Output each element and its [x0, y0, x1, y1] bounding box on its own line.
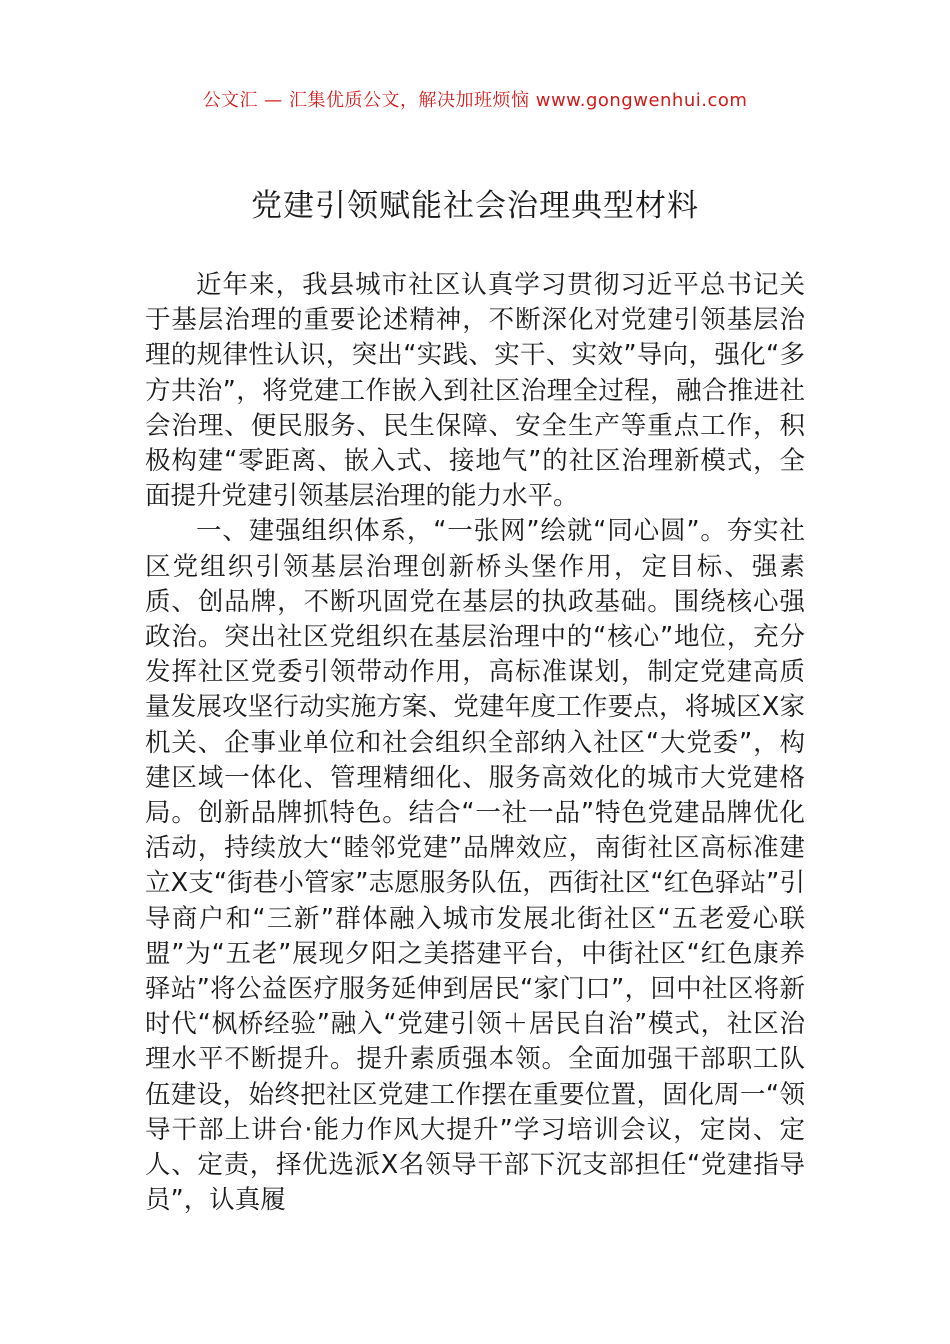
site-header-banner: 公文汇 — 汇集优质公文，解决加班烦恼 www.gongwenhui.com — [202, 90, 748, 111]
document-title: 党建引领赋能社会治理典型材料 — [251, 188, 699, 224]
section-one-paragraph: 一、建强组织体系，“一张网”绘就“同心圆”。夯实社区党组织引领基层治理创新桥头堡作用，定目标、强素质、创品牌，不断巩固党在基层的执政基础。围绕核心强政治。突出社区党组织在基层治理中的“核心”地位，充分发挥社区党委引领带动作用，高标准谋划，制定党建高质量发展攻坚行动实施方案、党建年度工作要点，将城区X家机关、企事业单位和社会组织全部纳入社区“大党委”，构建区域一体化、管理精细化、服务高效化的城市大党建格局。创新品牌抓特色。结合“一社一品”特色党建品牌优化活动，持续放大“睦邻党建”品牌效应，南街社区高标准建立X支“街巷小管家”志愿服务队伍，西街社区“红色驿站”引导商户和“三新”群体融入城市发展北街社区“五老爱心联盟”为“五老”展现夕阳之美搭建平台，中街社区“红色康养驿站”将公益医疗服务延伸到居民“家门口”，回中社区将新时代“枫桥经验”融入“党建引领＋居民自治”模式，社区治理水平不断提升。提升素质强本领。全面加强干部职工队伍建设，始终把社区党建工作摆在重要位置，固化周一“领导干部上讲台·能力作风大提升”学习培训会议，定岗、定人、定责，择优选派X名领导干部下沉支部担任“党建指导员”，认真履 — [145, 516, 805, 1216]
document-body — [145, 268, 805, 1218]
intro-paragraph: 近年来，我县城市社区认真学习贯彻习近平总书记关于基层治理的重要论述精神，不断深化对党建引领基层治理的规律性认识，突出“实践、实干、实效”导向，强化“多方共治”，将党建工作嵌入到社区治理全过程，融合推进社会治理、便民服务、民生保障、安全生产等重点工作，积极构建“零距离、嵌入式、接地气”的社区治理新模式，全面提升党建引领基层治理的能力水平。 — [145, 270, 805, 512]
